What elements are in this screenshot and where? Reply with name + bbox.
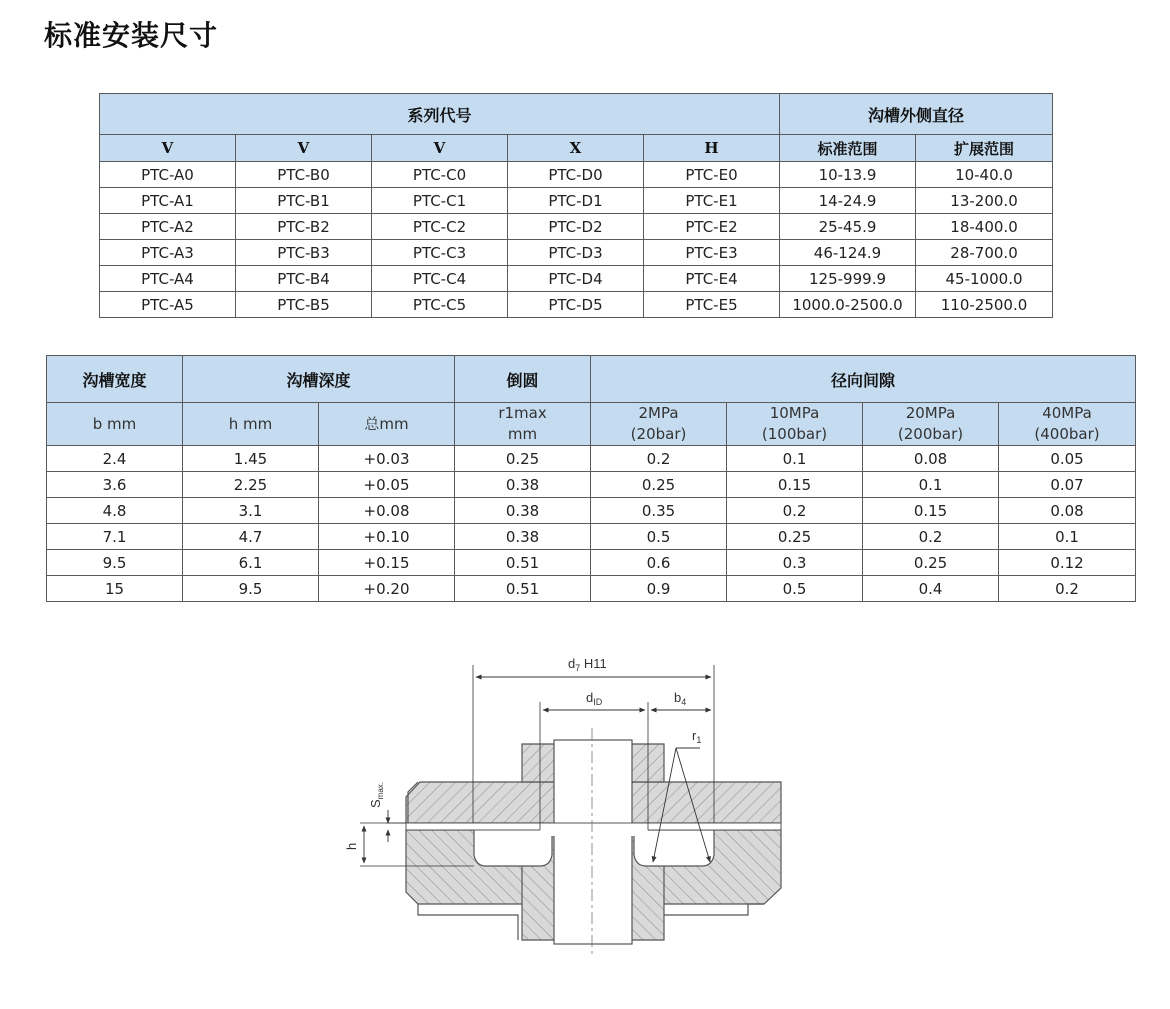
pressure-bar: (20bar) — [630, 425, 687, 443]
table-cell: 0.1 — [999, 524, 1136, 550]
table-cell: 0.2 — [863, 524, 999, 550]
table-cell: 45-1000.0 — [916, 266, 1053, 292]
table-row — [47, 498, 1136, 524]
sub-header: V — [100, 135, 236, 162]
table-cell: 6.1 — [183, 550, 319, 576]
table-cell: 0.9 — [591, 576, 727, 602]
table-cell: PTC-A3 — [100, 240, 236, 266]
table-cell: PTC-B1 — [236, 188, 372, 214]
table-cell: PTC-C4 — [372, 266, 508, 292]
table-cell: 0.05 — [999, 446, 1136, 472]
table-cell: PTC-E3 — [644, 240, 780, 266]
table-cell: PTC-D3 — [508, 240, 644, 266]
table-cell: 3.6 — [47, 472, 183, 498]
table-cell: PTC-E1 — [644, 188, 780, 214]
pressure-label: 10MPa — [769, 404, 820, 422]
table-cell: 2.4 — [47, 446, 183, 472]
table-cell: 0.51 — [455, 576, 591, 602]
installation-drawing — [330, 640, 800, 960]
header-chamfer: 倒圆 — [455, 356, 591, 403]
pressure-bar: (100bar) — [761, 425, 828, 443]
table-cell: PTC-E2 — [644, 214, 780, 240]
table-cell: PTC-B4 — [236, 266, 372, 292]
table-cell: 7.1 — [47, 524, 183, 550]
sub-header: H — [644, 135, 780, 162]
sub-header: X — [508, 135, 644, 162]
table-cell: PTC-C2 — [372, 214, 508, 240]
table-cell: PTC-B2 — [236, 214, 372, 240]
table-cell: PTC-D2 — [508, 214, 644, 240]
table-cell: 9.5 — [183, 576, 319, 602]
pressure-label: 2MPa — [638, 404, 679, 422]
table-cell: PTC-E0 — [644, 162, 780, 188]
pressure-bar: (400bar) — [1034, 425, 1100, 443]
table-cell: 46-124.9 — [780, 240, 916, 266]
sub-header: V — [236, 135, 372, 162]
header-groove-depth: 沟槽深度 — [183, 356, 455, 403]
dim-d7-label: $d_7$ H11 — [568, 656, 607, 673]
table-cell: 4.8 — [47, 498, 183, 524]
unit-r1-line1: r1max — [498, 404, 547, 422]
unit-pressure-400bar — [999, 403, 1136, 446]
pressure-bar: (200bar) — [897, 425, 964, 443]
table-cell: 1.45 — [183, 446, 319, 472]
table-cell: PTC-B3 — [236, 240, 372, 266]
table-cell: PTC-B5 — [236, 292, 372, 318]
table-row — [100, 266, 1053, 292]
table-cell: 0.4 — [863, 576, 999, 602]
dim-dID-label: $d_{ID}$ — [586, 690, 603, 707]
table-cell: 125-999.9 — [780, 266, 916, 292]
table-row — [47, 446, 1136, 472]
table-cell: 9.5 — [47, 550, 183, 576]
table-cell: 0.5 — [727, 576, 863, 602]
table-cell: 25-45.9 — [780, 214, 916, 240]
table-cell: 0.15 — [863, 498, 999, 524]
table-cell: PTC-B0 — [236, 162, 372, 188]
table-cell: 0.08 — [999, 498, 1136, 524]
table-cell: PTC-C1 — [372, 188, 508, 214]
table-cell: PTC-C0 — [372, 162, 508, 188]
dim-b4-label: $b_4$ — [674, 690, 687, 707]
table-cell: 10-40.0 — [916, 162, 1053, 188]
table-cell: +0.15 — [319, 550, 455, 576]
pressure-label: 40MPa — [1042, 404, 1092, 422]
table-cell: 0.25 — [455, 446, 591, 472]
table-cell: 0.51 — [455, 550, 591, 576]
table-cell: PTC-A4 — [100, 266, 236, 292]
table-cell: PTC-C3 — [372, 240, 508, 266]
table-row — [100, 240, 1053, 266]
table-cell: 14-24.9 — [780, 188, 916, 214]
table-cell: 0.2 — [999, 576, 1136, 602]
table-cell: 2.25 — [183, 472, 319, 498]
table-cell: 0.38 — [455, 498, 591, 524]
table-cell: 0.38 — [455, 472, 591, 498]
unit-pressure-20bar — [591, 403, 727, 446]
sub-header-standard-range: 标准范围 — [780, 135, 916, 162]
table-cell: 0.1 — [727, 446, 863, 472]
unit-r1 — [455, 403, 591, 446]
table-cell: 0.25 — [727, 524, 863, 550]
table-cell: PTC-E4 — [644, 266, 780, 292]
header-groove-width: 沟槽宽度 — [47, 356, 183, 403]
table-row — [47, 576, 1136, 602]
table-cell: PTC-E5 — [644, 292, 780, 318]
groove-dimension-table — [46, 355, 1136, 602]
unit-total: 总mm — [319, 403, 455, 446]
table-cell: 110-2500.0 — [916, 292, 1053, 318]
table-row — [47, 524, 1136, 550]
table-row — [100, 214, 1053, 240]
table-cell: 0.12 — [999, 550, 1136, 576]
table-cell: 0.5 — [591, 524, 727, 550]
page-title: 标准安装尺寸 — [44, 19, 219, 52]
unit-b: b mm — [47, 403, 183, 446]
header-radial-clearance: 径向间隙 — [591, 356, 1136, 403]
table-cell: 0.35 — [591, 498, 727, 524]
table-row — [47, 472, 1136, 498]
table-cell: PTC-D1 — [508, 188, 644, 214]
unit-r1-line2: mm — [507, 425, 538, 443]
table-cell: PTC-C5 — [372, 292, 508, 318]
table-cell: 10-13.9 — [780, 162, 916, 188]
table-cell: PTC-D4 — [508, 266, 644, 292]
table-row — [100, 292, 1053, 318]
table-cell: 0.25 — [863, 550, 999, 576]
table-cell: 0.6 — [591, 550, 727, 576]
header-series-code: 系列代号 — [100, 94, 780, 135]
table-cell: PTC-D5 — [508, 292, 644, 318]
table-cell: PTC-D0 — [508, 162, 644, 188]
table-cell: 0.08 — [863, 446, 999, 472]
table-cell: +0.03 — [319, 446, 455, 472]
table-cell: 0.38 — [455, 524, 591, 550]
sub-header-extended-range: 扩展范围 — [916, 135, 1053, 162]
table-cell: PTC-A0 — [100, 162, 236, 188]
table-cell: 1000.0-2500.0 — [780, 292, 916, 318]
table-cell: 0.2 — [727, 498, 863, 524]
table-cell: PTC-A2 — [100, 214, 236, 240]
table-cell: +0.08 — [319, 498, 455, 524]
table-row — [100, 188, 1053, 214]
table-cell: 15 — [47, 576, 183, 602]
table-cell: 0.2 — [591, 446, 727, 472]
header-groove-outer-diameter: 沟槽外侧直径 — [780, 94, 1053, 135]
pressure-label: 20MPa — [905, 404, 956, 422]
table-cell: PTC-A5 — [100, 292, 236, 318]
dim-r1-label: $r_1$ — [692, 728, 702, 745]
table-cell: 18-400.0 — [916, 214, 1053, 240]
table-cell: 0.15 — [727, 472, 863, 498]
table-cell: 3.1 — [183, 498, 319, 524]
sub-header: V — [372, 135, 508, 162]
table-cell: 0.3 — [727, 550, 863, 576]
table-cell: PTC-A1 — [100, 188, 236, 214]
table-cell: 0.07 — [999, 472, 1136, 498]
table-cell: 28-700.0 — [916, 240, 1053, 266]
series-code-table — [99, 93, 1053, 318]
unit-pressure-100bar — [727, 403, 863, 446]
unit-pressure-200bar — [863, 403, 999, 446]
unit-h: h mm — [183, 403, 319, 446]
table-cell: +0.05 — [319, 472, 455, 498]
dim-h-label: h — [344, 842, 359, 850]
dim-smax-label: $S_{max.}$ — [368, 781, 385, 808]
table-cell: 4.7 — [183, 524, 319, 550]
table-row — [47, 550, 1136, 576]
table-cell: +0.10 — [319, 524, 455, 550]
table-cell: +0.20 — [319, 576, 455, 602]
table-cell: 0.1 — [863, 472, 999, 498]
table-cell: 0.25 — [591, 472, 727, 498]
table-row — [100, 162, 1053, 188]
table-cell: 13-200.0 — [916, 188, 1053, 214]
